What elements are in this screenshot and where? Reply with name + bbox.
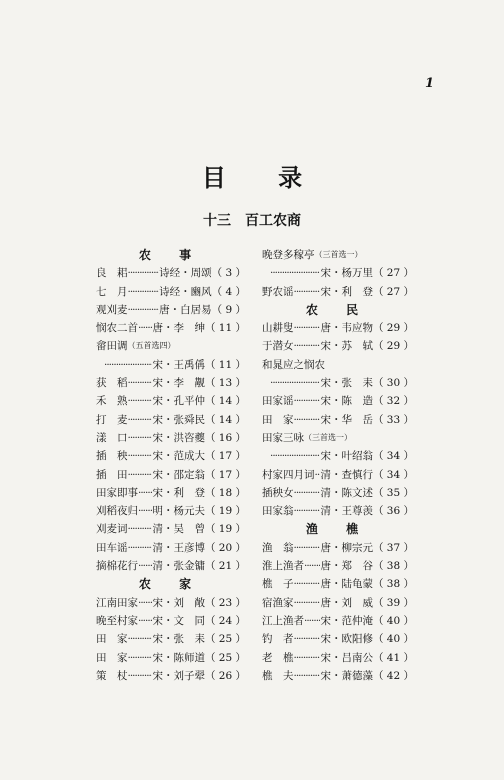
poem-author: 清・张金镛 <box>152 560 205 573</box>
page-ref: （ 19 ） <box>204 523 246 536</box>
toc-entry <box>262 392 414 410</box>
poem-title: 观刈麦 <box>96 303 128 316</box>
page-ref: （ 40 ） <box>372 614 414 627</box>
page-ref: （ 23 ） <box>204 596 246 609</box>
poem-title: 钓 者 <box>262 633 294 646</box>
poem-author: 清・吴 曾 <box>152 523 205 536</box>
poem-selection-note: （三首选一） <box>304 432 352 442</box>
poem-title: 老 樵 <box>262 651 294 664</box>
poem-author: 清・王彦博 <box>152 541 205 554</box>
toc-entry <box>96 392 246 410</box>
poem-author: 宋・范仲淹 <box>320 614 373 627</box>
poem-author: 宋・利 登 <box>320 285 373 298</box>
page-ref: （ 37 ） <box>372 541 414 554</box>
toc-entry <box>262 337 414 355</box>
dot-leader <box>138 612 152 630</box>
poem-author: 宋・萧德藻 <box>320 669 373 682</box>
poem-title: 于潜女 <box>262 340 294 353</box>
page-ref: （ 27 ） <box>372 267 414 280</box>
dot-leader <box>138 319 152 337</box>
toc-entry <box>96 374 246 392</box>
toc-entry <box>96 429 246 447</box>
poem-title: 渔 翁 <box>262 541 294 554</box>
dot-leader <box>128 392 153 410</box>
poem-author: 宋・吕南公 <box>320 651 373 664</box>
page-ref: （ 40 ） <box>372 633 414 646</box>
page-ref: （ 11 ） <box>204 322 246 335</box>
page-ref: （ 42 ） <box>372 669 414 682</box>
poem-author: 宋・孔平仲 <box>152 395 205 408</box>
poem-author: 宋・利 登 <box>152 486 205 499</box>
dot-leader <box>270 447 320 465</box>
page-ref: （ 26 ） <box>204 669 246 682</box>
poem-title: 淮上渔者 <box>262 560 304 573</box>
poem-author: 宋・文 同 <box>152 614 205 627</box>
dot-leader <box>138 484 152 502</box>
page-ref: （ 11 ） <box>204 358 246 371</box>
poem-selection-note: （三首选一） <box>314 250 363 259</box>
poem-author: 诗经・周颂 <box>159 267 212 280</box>
poem-author: 宋・华 岳 <box>320 413 373 426</box>
poem-title: 山耕叟 <box>262 322 294 335</box>
page-ref: （ 9 ） <box>211 303 246 316</box>
poem-author: 唐・白居易 <box>159 303 212 316</box>
page-ref: （ 39 ） <box>372 596 414 609</box>
poem-title: 村家四月词 <box>262 468 315 481</box>
poem-title: 刈稻夜归 <box>96 505 138 518</box>
poem-author: 唐・陆龟蒙 <box>320 578 373 591</box>
toc-entry <box>96 447 246 465</box>
poem-author: 诗经・豳风 <box>159 285 212 298</box>
poem-title: 樵 子 <box>262 578 294 591</box>
toc-entry <box>96 319 246 337</box>
dot-leader <box>128 539 153 557</box>
dot-leader <box>128 520 153 538</box>
poem-title: 悯农二首 <box>96 322 138 335</box>
poem-title: 宿渔家 <box>262 596 294 609</box>
toc-entry <box>262 612 414 630</box>
poem-author: 宋・邵定翁 <box>152 468 205 481</box>
toc-entry <box>262 447 414 465</box>
toc-entry <box>96 612 246 630</box>
poem-title: 田家即事 <box>96 486 138 499</box>
page-ref: （ 36 ） <box>372 505 414 518</box>
poem-author: 宋・张舜民 <box>152 413 205 426</box>
poem-author: 唐・李 绅 <box>152 322 205 335</box>
poem-title: 田 家 <box>262 413 294 426</box>
toc-entry <box>96 539 246 557</box>
page-ref: （ 25 ） <box>204 633 246 646</box>
poem-author: 唐・柳宗元 <box>320 541 373 554</box>
poem-title: 插 秧 <box>96 450 128 463</box>
poem-title: 漾 口 <box>96 431 128 444</box>
page-ref: （ 3 ） <box>211 267 246 280</box>
page-ref: （ 41 ） <box>372 651 414 664</box>
toc-poem-title-line <box>96 337 246 355</box>
dot-leader <box>294 392 321 410</box>
poem-title: 樵 夫 <box>262 669 294 682</box>
poem-title: 江南田家 <box>96 596 138 609</box>
poem-title: 田家翁 <box>262 505 294 518</box>
poem-author: 宋・张 耒 <box>152 633 205 646</box>
poem-title: 田家谣 <box>262 395 294 408</box>
page-ref: （ 19 ） <box>204 505 246 518</box>
page-ref: （ 16 ） <box>204 431 246 444</box>
page-ref: （ 18 ） <box>204 486 246 499</box>
poem-title: 田车谣 <box>96 541 128 554</box>
poem-author: 宋・杨万里 <box>320 267 373 280</box>
poem-author: 清・查慎行 <box>320 468 373 481</box>
poem-author: 宋・苏 轼 <box>320 340 373 353</box>
page-ref: （ 17 ） <box>204 450 246 463</box>
poem-author: 宋・李 觏 <box>152 377 205 390</box>
poem-author: 宋・张 耒 <box>320 377 373 390</box>
dot-leader <box>128 466 153 484</box>
dot-leader <box>270 374 320 392</box>
poem-author: 宋・刘子翚 <box>152 669 205 682</box>
dot-leader <box>128 301 160 319</box>
dot-leader <box>304 612 320 630</box>
toc-section-heading: 渔 樵 <box>305 522 371 537</box>
dot-leader <box>294 411 321 429</box>
page-ref: （ 4 ） <box>211 285 246 298</box>
page-ref: （ 21 ） <box>204 560 246 573</box>
dot-leader <box>128 374 153 392</box>
toc-entry <box>96 356 246 374</box>
dot-leader <box>128 447 153 465</box>
poem-title: 和晁应之悯农 <box>262 358 325 371</box>
toc-entry <box>262 411 414 429</box>
dot-leader <box>294 283 321 301</box>
dot-leader <box>128 649 153 667</box>
poem-title: 插秧女 <box>262 486 294 499</box>
page-ref: （ 29 ） <box>372 340 414 353</box>
toc-section-heading: 农 家 <box>138 577 204 592</box>
dot-leader <box>104 356 152 374</box>
toc-entry <box>262 630 414 648</box>
poem-author: 宋・范成大 <box>152 450 205 463</box>
toc-poem-title-line <box>262 246 414 264</box>
dot-leader <box>294 539 321 557</box>
dot-leader <box>294 484 321 502</box>
toc-poem-title-line <box>262 429 414 447</box>
toc-column-left <box>96 246 246 685</box>
page-ref: （ 13 ） <box>204 377 246 390</box>
page-ref: （ 34 ） <box>372 450 414 463</box>
page-ref: （ 38 ） <box>372 560 414 573</box>
toc-entry <box>262 319 414 337</box>
poem-author: 清・陈文述 <box>320 486 373 499</box>
toc-entry <box>96 520 246 538</box>
dot-leader <box>294 502 321 520</box>
page-ref: （ 38 ） <box>372 578 414 591</box>
poem-title: 刈麦词 <box>96 523 128 536</box>
page-ref: （ 14 ） <box>204 395 246 408</box>
poem-author: 宋・陈 造 <box>320 395 373 408</box>
poem-author: 宋・王禹偁 <box>152 358 205 371</box>
poem-author: 唐・韦应物 <box>320 322 373 335</box>
toc-entry <box>96 301 246 319</box>
page-title: 目 录 <box>201 163 325 192</box>
page-ref: （ 30 ） <box>372 377 414 390</box>
poem-author: 唐・郑 谷 <box>320 560 373 573</box>
toc-entry <box>262 539 414 557</box>
toc-entry <box>96 630 246 648</box>
toc-entry <box>96 484 246 502</box>
toc-entry <box>262 283 414 301</box>
page-ref: （ 17 ） <box>204 468 246 481</box>
toc-entry <box>262 502 414 520</box>
page-ref: （ 34 ） <box>372 468 414 481</box>
toc-entry <box>96 649 246 667</box>
poem-author: 宋・刘 敞 <box>152 596 205 609</box>
page-ref: （ 27 ） <box>372 285 414 298</box>
dot-leader <box>128 411 153 429</box>
page-ref: （ 25 ） <box>204 651 246 664</box>
poem-author: 宋・洪咨夔 <box>152 431 205 444</box>
dot-leader <box>138 502 152 520</box>
poem-title: 插 田 <box>96 468 128 481</box>
toc-section-heading: 农 事 <box>138 248 204 262</box>
toc-entry <box>262 466 414 484</box>
dot-leader <box>128 429 153 447</box>
dot-leader <box>294 594 321 612</box>
dot-leader <box>294 337 321 355</box>
poem-title: 打 麦 <box>96 413 128 426</box>
dot-leader <box>294 630 321 648</box>
dot-leader <box>294 649 321 667</box>
poem-author: 宋・叶绍翁 <box>320 450 373 463</box>
toc-entry <box>262 594 414 612</box>
toc-entry <box>96 502 246 520</box>
dot-leader <box>138 557 152 575</box>
dot-leader <box>294 667 321 685</box>
page-number: 1 <box>424 76 434 91</box>
toc-poem-title-line <box>262 356 414 374</box>
toc-entry <box>96 667 246 685</box>
dot-leader <box>128 630 153 648</box>
poem-title: 晚至村家 <box>96 614 138 627</box>
toc-entry <box>262 649 414 667</box>
poem-author: 宋・欧阳修 <box>320 633 373 646</box>
poem-author: 清・王尊羡 <box>320 505 373 518</box>
toc-column-right <box>262 246 414 685</box>
dot-leader <box>294 575 321 593</box>
toc-entry <box>96 264 246 282</box>
toc-entry <box>262 484 414 502</box>
poem-author: 唐・刘 威 <box>320 596 373 609</box>
toc-entry <box>262 557 414 575</box>
poem-title: 晚登多稼亭 <box>262 249 315 261</box>
toc-entry <box>96 557 246 575</box>
dot-leader <box>304 557 320 575</box>
poem-title: 田 家 <box>96 633 128 646</box>
poem-title: 七 月 <box>96 285 128 298</box>
toc-entry <box>262 575 414 593</box>
page-ref: （ 20 ） <box>204 541 246 554</box>
toc-entry <box>96 283 246 301</box>
toc-entry <box>96 594 246 612</box>
poem-title: 策 杖 <box>96 669 128 682</box>
toc-entry <box>96 411 246 429</box>
toc-entry <box>262 667 414 685</box>
poem-title: 江上渔者 <box>262 614 304 627</box>
poem-title: 畲田调 <box>96 340 128 353</box>
toc-entry <box>262 264 414 282</box>
page-ref: （ 24 ） <box>204 614 246 627</box>
dot-leader <box>294 319 321 337</box>
dot-leader <box>138 594 152 612</box>
poem-title: 禾 熟 <box>96 395 128 408</box>
poem-title: 摘棉花行 <box>96 560 138 573</box>
poem-selection-note: （五首选四） <box>127 341 176 351</box>
dot-leader <box>128 283 160 301</box>
poem-title: 田家三咏 <box>262 431 304 444</box>
poem-author: 明・杨元夫 <box>152 505 205 518</box>
poem-title: 田 家 <box>96 651 128 664</box>
toc-entry <box>262 374 414 392</box>
page-ref: （ 32 ） <box>372 395 414 408</box>
page-ref: （ 14 ） <box>204 413 246 426</box>
dot-leader <box>270 264 320 282</box>
dot-leader <box>128 264 160 282</box>
poem-title: 野农谣 <box>262 285 294 298</box>
poem-author: 宋・陈师道 <box>152 651 205 664</box>
dot-leader <box>128 667 153 685</box>
poem-title: 获 稻 <box>96 377 128 390</box>
page-ref: （ 35 ） <box>372 486 414 499</box>
toc-entry <box>96 466 246 484</box>
toc-section-heading: 农 民 <box>305 302 371 317</box>
section-title: 十三 百工农商 <box>203 213 301 229</box>
page-ref: （ 33 ） <box>372 413 414 426</box>
poem-title: 良 耜 <box>96 267 128 280</box>
page-ref: （ 29 ） <box>372 322 414 335</box>
